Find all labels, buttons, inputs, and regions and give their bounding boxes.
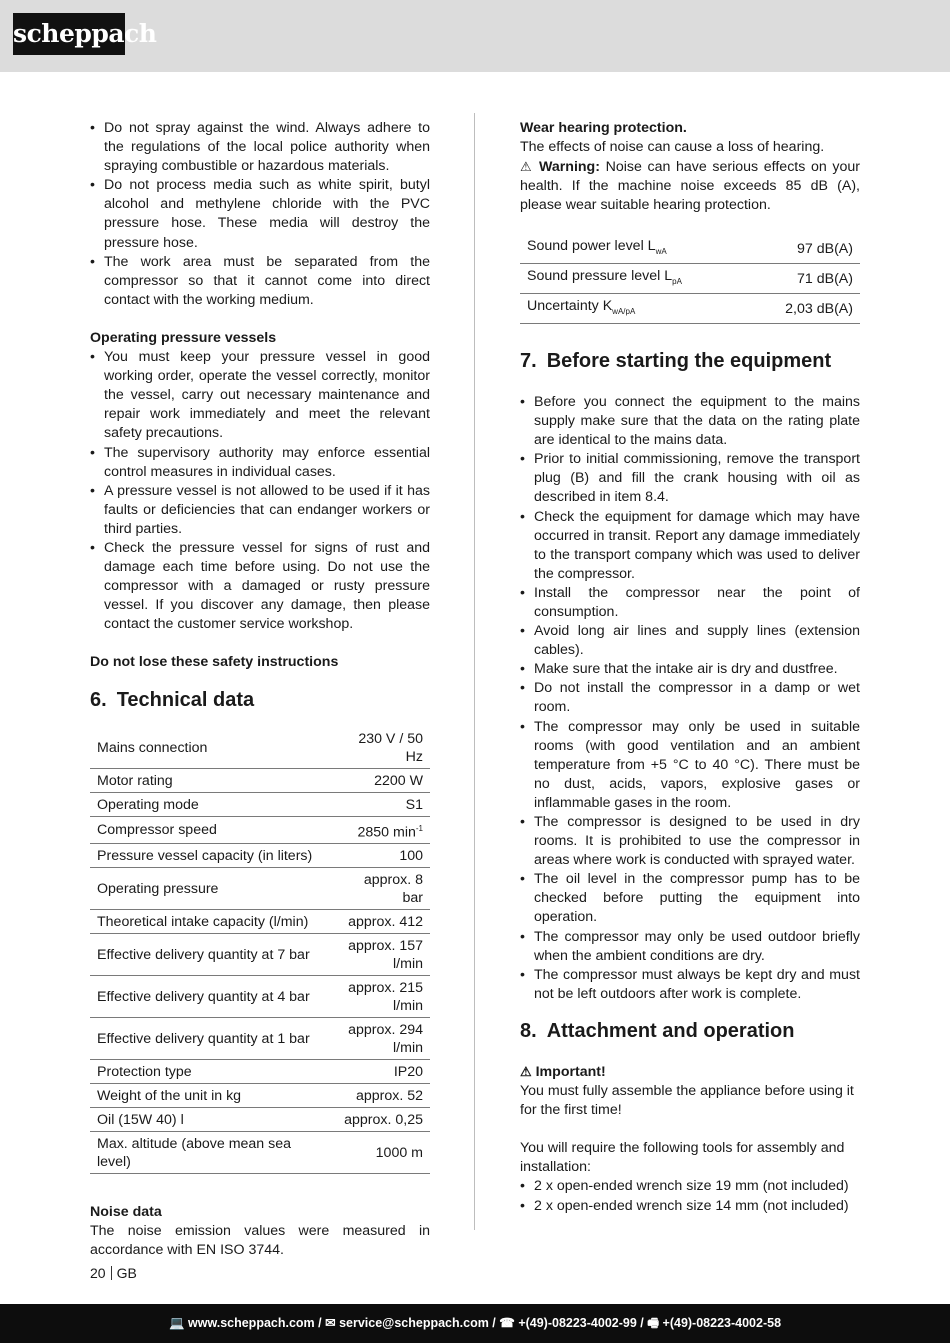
important-label: Important! [535,1063,606,1080]
website-link[interactable]: www.scheppach.com [188,1316,315,1330]
speed-unit-exponent: -1 [415,823,423,833]
table-row [90,844,430,868]
section-title: Before starting the equipment [546,349,832,372]
tools-intro: You will require the following tools for assembly and installation: [520,1140,845,1176]
scheppach-logo: scheppach [13,13,125,55]
page-language: GB [116,1265,137,1281]
spec-label: Effective delivery quantity at 4 bar [90,976,335,1018]
sound-table [520,234,860,323]
sound-label [520,234,749,263]
spec-value: 100 [335,844,430,868]
list-item: • You must keep your pressure vessel in good working order, operate the vessel correctly, monitor the vessel, carry out necessary maintenance and repair work immediately and meet the relevant safety precautions. [90,348,430,443]
sound-label [520,294,749,324]
sound-value: 2,03 dB(A) [749,294,860,324]
list-item: • The compressor is designed to be used in dry rooms. It is prohibited to use the compressor in areas where work is conducted with sprayed water. [520,813,860,870]
spec-value: 1000 m [335,1132,430,1174]
list-item: • Check the pressure vessel for signs of rust and damage each time before using. Do not use the compressor with a damaged or rusty pressure vessel. If you discover any damage, then please contact the customer service workshop. [90,539,430,634]
footer-bar: 💻 www.scheppach.com / ✉ service@scheppach.com / ☎ +(49)-08223-4002-99 / 🖷 +(49)-08223-4002-58 [0,1304,950,1343]
page-number-value: 20 [90,1265,106,1281]
spec-label: Motor rating [90,768,335,792]
spec-label: Compressor speed [90,816,335,844]
list-item: • The work area must be separated from the compressor so that it cannot come into direct contact with the working medium. [90,253,430,310]
spec-value: 2200 W [335,768,430,792]
spec-label: Effective delivery quantity at 7 bar [90,934,335,976]
spec-value: approx. 52 [335,1084,430,1108]
sound-label-text: Uncertainty K [527,298,613,315]
spec-value: 2850 $\min^{-1}$ [335,816,430,844]
technical-data-table [90,727,430,1175]
warning-icon: ⚠ [520,159,534,175]
phone-number: +(49)-08223-4002-99 [518,1316,637,1330]
spec-value: approx. 8 bar [335,868,430,910]
spec-value: approx. 412 [335,910,430,934]
list-item: • The compressor must always be kept dry and must not be left outdoors after work is complete. [520,966,860,1004]
fax-number: +(49)-08223-4002-58 [662,1316,782,1330]
list-item: • Before you connect the equipment to the mains supply make sure that the data on the rating plate are identical to the mains data. [520,393,860,450]
list-item: • Do not install the compressor in a damp or wet room. [520,679,860,717]
list-item: • The compressor may only be used in suitable rooms (with good ventilation and an ambient temperature from +5 °C to 40 °C). There must be no dust, acids, vapors, explosive gases or inflammable gases in the room. [520,718,860,813]
left-column [90,119,430,1261]
table-row [90,1132,430,1174]
section-number: 7. [520,349,537,372]
table-row [90,1084,430,1108]
section-number: 6. [90,688,107,711]
page-number [90,1265,137,1281]
before-starting-bullets [520,393,860,1004]
table-row [90,792,430,816]
spec-value: 230 V / 50 Hz [335,727,430,769]
spec-label: Operating pressure [90,868,335,910]
list-item: • 2 x open-ended wrench size 14 mm (not included) [520,1197,860,1216]
table-row [90,910,430,934]
table-row [90,1018,430,1060]
list-item: • The oil level in the compressor pump has to be checked before putting the equipment into operation. [520,870,860,927]
list-item: • The compressor may only be used outdoor briefly when the ambient conditions are dry. [520,928,860,966]
list-item: • Avoid long air lines and supply lines (extension cables). [520,622,860,660]
list-item: • Make sure that the intake air is dry and dustfree. [520,660,860,679]
email-link[interactable]: service@scheppach.com [339,1316,489,1330]
pressure-vessels-heading: Operating pressure vessels [90,329,277,346]
section-title: Attachment and operation [546,1019,795,1042]
warning-icon: ⚠ [520,1063,532,1079]
list-item: • Do not spray against the wind. Always adhere to the regulations of the local police authority when spraying combustible or hazardous materials. [90,119,430,176]
spec-label: Oil (15W 40) l [90,1108,335,1132]
spec-label: Protection type [90,1060,335,1084]
warning-label: Warning: [539,159,600,176]
table-row [90,934,430,976]
table-row [90,1108,430,1132]
table-row [90,1060,430,1084]
safety-bullets [90,119,430,310]
computer-icon: 💻 [168,1316,185,1330]
list-item: • 2 x open-ended wrench size 19 mm (not included) [520,1177,860,1196]
hearing-text: The effects of noise can cause a loss of hearing. [520,139,825,156]
phone-icon: ☎ [499,1316,515,1330]
list-item: • Install the compressor near the point of consumption. [520,584,860,622]
spec-label: Mains connection [90,727,335,769]
spec-value: approx. 0,25 [335,1108,430,1132]
tools-list [520,1177,860,1215]
spec-label: Max. altitude (above mean sea level) [90,1132,335,1174]
table-row [520,294,860,324]
table-row [90,868,430,910]
list-item: • A pressure vessel is not allowed to be used if it has faults or deficiencies that can endanger workers or third parties. [90,482,430,539]
warning-text: Noise can have serious effects on your health. If the machine noise exceeds 85 dB (A), please wear suitable hearing protection. [520,159,860,214]
sound-label-text: Sound pressure level L [527,268,673,285]
sound-label-subscript: pA [672,277,682,287]
list-item: • Check the equipment for damage which may have occurred in transit. Report any damage immediately to the transport company which was used to deliver the compressor. [520,508,860,584]
section-title: Technical data [116,688,255,711]
table-row [90,976,430,1018]
spec-label: Theoretical intake capacity (l/min) [90,910,335,934]
noise-data-text: The noise emission values were measured in accordance with EN ISO 3744. [90,1223,430,1259]
list-item: • Do not process media such as white spirit, butyl alcohol and methylene chloride with the PVC pressure hose. These media will destroy the pressure hose. [90,176,430,252]
spec-label: Pressure vessel capacity (in liters) [90,844,335,868]
list-item: • Prior to initial commissioning, remove the transport plug (B) and fill the crank housing with oil as described in item 8.4. [520,450,860,507]
table-row [90,768,430,792]
noise-data-heading: Noise data [90,1204,162,1221]
spec-label: Operating mode [90,792,335,816]
hearing-protection-heading: Wear hearing protection. [520,120,687,136]
attachment-heading [520,1018,860,1044]
page-separator [111,1266,112,1280]
sound-value: 97 dB(A) [749,234,860,263]
mail-icon: ✉ [325,1316,336,1330]
spec-value: S1 [335,792,430,816]
table-row [520,234,860,263]
header-bar [0,0,950,72]
warning-paragraph [520,157,860,215]
section-number: 8. [520,1019,537,1042]
pressure-bullets [90,348,430,634]
keep-instructions-note: Do not lose these safety instructions [90,654,339,671]
important-text: You must fully assemble the appliance before using it for the first time! [520,1083,854,1119]
spec-value: approx. 157 l/min [335,934,430,976]
sound-label-subscript: wA [655,247,667,257]
sound-label [520,264,749,294]
sound-value: 71 dB(A) [749,264,860,294]
column-divider [474,113,475,1230]
spec-label: Effective delivery quantity at 1 bar [90,1018,335,1060]
spec-value: IP20 [335,1060,430,1084]
spec-label: Weight of the unit in kg [90,1084,335,1108]
spec-value: approx. 215 l/min [335,976,430,1018]
sound-label-subscript: wA/pA [612,306,636,316]
important-heading [520,1062,860,1082]
table-row [90,727,430,769]
table-row [90,816,430,844]
technical-data-heading [90,687,430,713]
sound-label-text: Sound power level L [527,238,656,255]
spec-value: approx. 294 l/min [335,1018,430,1060]
table-row [520,264,860,294]
right-column [520,119,860,1216]
list-item: • The supervisory authority may enforce essential control measures in individual cases. [90,444,430,482]
before-starting-heading [520,348,860,374]
fax-icon: 🖷 [647,1316,660,1330]
